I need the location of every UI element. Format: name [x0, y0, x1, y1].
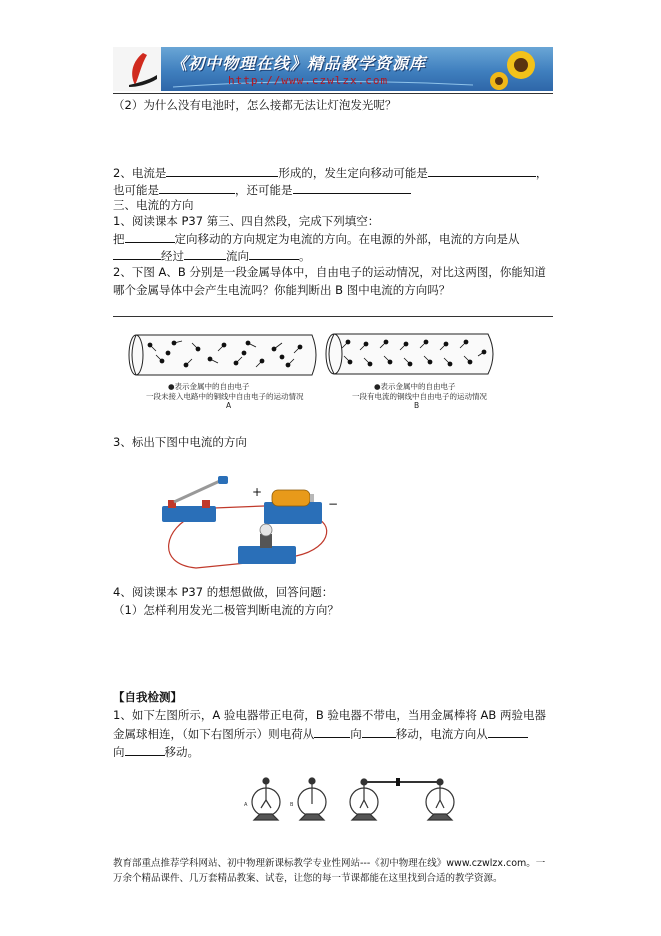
blank-field[interactable] [249, 247, 299, 260]
electroscope-b-left [298, 778, 326, 820]
blank-field[interactable] [184, 247, 226, 260]
question-4-line-2: （1）怎样利用发光二极管判断电流的方向？ [113, 603, 339, 617]
circuit-figure [156, 476, 346, 572]
question-2b-line-2: 哪个金属导体中会产生电流吗？你能判断出 B 图中电流的方向吗？ [113, 283, 451, 297]
question-3: 3、标出下图中电流的方向 [113, 435, 247, 449]
switch-terminal [202, 500, 210, 508]
blank-field[interactable] [428, 164, 536, 177]
bulb [260, 524, 272, 536]
electroscope-a-right [350, 779, 378, 820]
self-check-heading: 【自我检测】 [113, 690, 182, 704]
blank-field[interactable] [362, 725, 396, 738]
banner-url[interactable]: http://www.czwlzx.com [228, 74, 389, 87]
blank-field[interactable] [159, 181, 235, 194]
section-3-heading: 三、电流的方向 [113, 198, 194, 212]
figure-b-legend: ●表示金属中的自由电子 [374, 382, 456, 391]
electroscope-label-a: A [244, 802, 248, 808]
figure-b-caption: 一段有电流的铜线中自由电子的运动情况 [352, 392, 487, 401]
blank-field[interactable] [166, 164, 278, 177]
question-4-line-1: 4、阅读课本 P37 的想想做做，回答问题： [113, 585, 334, 599]
header-rule [113, 93, 553, 94]
self-check-line-3: 向 移动。 [113, 745, 199, 759]
item-2-line-2: 也可能是 ，还可能是 [113, 181, 411, 198]
footer-line-2: 万余个精品课件、几万套精品教案、试卷，让您的每一节课都能在这里找到合适的教学资源。 [113, 873, 503, 884]
electroscope-b-right [426, 779, 454, 820]
question-2-battery: （2）为什么没有电池时，怎么接都无法让灯泡发光呢？ [113, 98, 397, 112]
figure-b-label: B [414, 401, 420, 410]
wire [214, 506, 264, 508]
answer-line[interactable] [113, 316, 553, 317]
rod-handle [396, 778, 400, 786]
battery-minus-sign: − [328, 497, 339, 511]
sunflower-center [514, 58, 528, 72]
footer-line-1: 教育部重点推荐学科网站、初中物理新课标教学专业性网站---《初中物理在线》www.czwlzx.com。一 [113, 858, 546, 869]
blank-field[interactable] [314, 725, 350, 738]
blank-field[interactable] [293, 181, 411, 194]
switch-blade [174, 480, 222, 502]
electroscope-a-left [252, 778, 280, 820]
figure-a-legend: ●表示金属中的自由电子 [168, 382, 250, 391]
electroscope-label-b: B [290, 802, 294, 808]
figure-a-caption: 一段未接入电路中的铜线中自由电子的运动情况 [146, 392, 304, 401]
blank-field[interactable] [125, 743, 165, 756]
read-instruction-1: 1、阅读课本 P37 第三、四自然段，完成下列填空： [113, 214, 380, 228]
figure-a-conductor [126, 331, 322, 379]
self-check-line-2: 金属球相连，（如下右图所示）则电荷从 向 移动，电流方向从 [113, 725, 528, 742]
footer [113, 856, 553, 886]
switch-handle [218, 476, 228, 484]
question-2b-line-1: 2、下图 A、B 分别是一段金属导体中，自由电子的运动情况，对比这两图，你能知道 [113, 265, 546, 279]
blank-field[interactable] [113, 247, 161, 260]
figure-a-label: A [226, 401, 232, 410]
fill-1-line-1: 把 定向移动的方向规定为电流的方向。在电源的外部，电流的方向是从 [113, 232, 520, 246]
blank-field[interactable] [125, 230, 175, 243]
battery-plus-sign: + [252, 485, 263, 499]
blank-field[interactable] [488, 725, 528, 738]
header-banner [113, 47, 553, 91]
banner-title: 《初中物理在线》精品教学资源库 [171, 54, 427, 73]
switch-base [162, 506, 216, 522]
battery [272, 490, 310, 506]
fill-1-line-2: 经过 流向 。 [113, 247, 311, 264]
figure-b-conductor [320, 330, 500, 378]
self-check-line-1: 1、如下左图所示，A 验电器带正电荷，B 验电器不带电，当用金属棒将 AB 两验电器 [113, 708, 546, 722]
item-2-line-1: 2、电流是 形成的，发生定向移动可能是 ， [113, 166, 548, 180]
electroscope-figure [236, 776, 472, 826]
bulb-base [238, 546, 296, 564]
